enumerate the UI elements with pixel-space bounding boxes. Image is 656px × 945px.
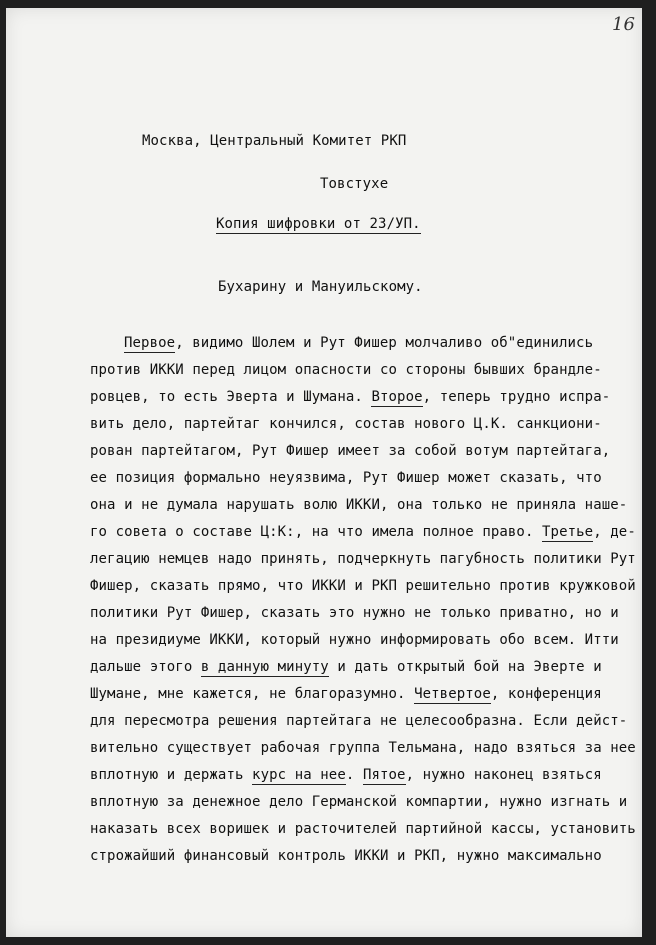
- header-line-3: [216, 216, 421, 232]
- header-line-1: Москва, Центральный Комитет РКП: [142, 133, 407, 149]
- body-line: дальше этого в данную минуту и дать открытый бой на Эверте и: [90, 659, 602, 675]
- header-line-2: Товстухе: [320, 176, 389, 192]
- body-line: вить дело, партейтаг кончился, состав нового Ц.К. санкциони-: [90, 416, 602, 432]
- point-second: Второе: [371, 389, 423, 405]
- body-line: против ИККИ перед лицом опасности со стороны бывших брандле-: [90, 362, 602, 378]
- body-line: она и не думала нарушать волю ИККИ, она только не приняла наше-: [90, 497, 628, 513]
- body-line: Первое, видимо Шолем и Рут Фишер молчаливо об"единились: [124, 335, 594, 351]
- copy-cipher-label: Копия шифровки от 23/УП.: [216, 216, 421, 232]
- body-line: строжайший финансовый контроль ИККИ и РКП, нужно максимально: [90, 848, 602, 864]
- addressee: Бухарину и Мануильскому.: [218, 279, 423, 295]
- point-fourth: Четвертое: [414, 686, 491, 702]
- body-line: на президиуме ИККИ, который нужно информировать обо всем. Итти: [90, 632, 619, 648]
- body-line: рован партейтагом, Рут Фишер имеет за собой вотум партейтага,: [90, 443, 611, 459]
- body-line: для пересмотра решения партейтага не целесообразна. Если дейст-: [90, 713, 628, 729]
- body-line: Шумане, мне кажется, не благоразумно. Четвертое, конференция: [90, 686, 602, 702]
- underlined-phrase: в данную минуту: [200, 659, 329, 675]
- body-line: вплотную и держать курс на нее. Пятое, нужно наконец взяться: [90, 767, 602, 783]
- body-line: легацию немцев надо принять, подчеркнуть пагубность политики Рут: [90, 551, 636, 567]
- body-line: ее позиция формально неуязвима, Рут Фишер может сказать, что: [90, 470, 602, 486]
- body-line: го совета о составе Ц:К:, на что имела полное право. Третье, де-: [90, 524, 636, 540]
- body-line: политики Рут Фишер, сказать это нужно не только приватно, но и: [90, 605, 619, 621]
- body-line: вплотную за денежное дело Германской компартии, нужно изгнать и: [90, 794, 628, 810]
- body-line: Фишер, сказать прямо, что ИККИ и РКП решительно против кружковой: [90, 578, 636, 594]
- document-page: [6, 8, 642, 937]
- page-number: 16: [612, 14, 635, 35]
- point-third: Третье: [542, 524, 594, 540]
- body-line: наказать всех воришек и расточителей партийной кассы, установить: [90, 821, 636, 837]
- underlined-phrase: курс на нее: [252, 767, 346, 783]
- body-line: ровцев, то есть Эверта и Шумана. Второе, теперь трудно испра-: [90, 389, 611, 405]
- point-first: Первое: [124, 335, 176, 351]
- body-line: вительно существует рабочая группа Тельмана, надо взяться за нее: [90, 740, 636, 756]
- point-fifth: Пятое: [362, 767, 406, 783]
